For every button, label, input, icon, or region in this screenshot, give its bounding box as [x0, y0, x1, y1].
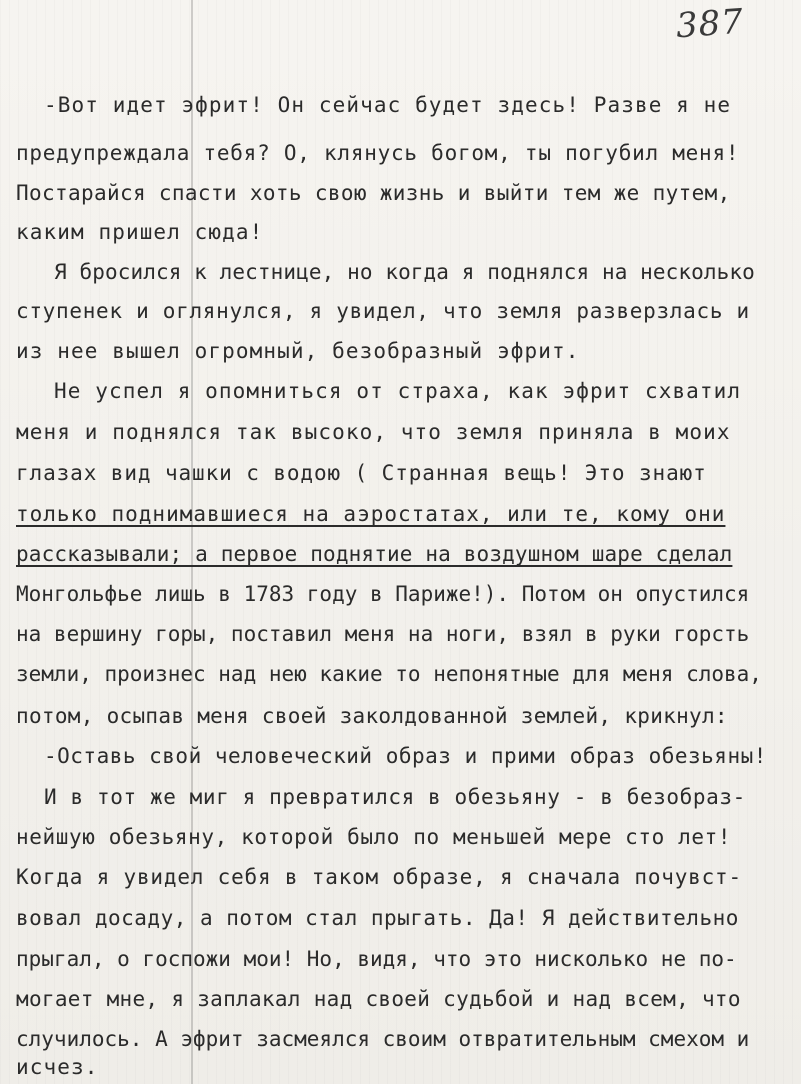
text-line: -Оставь свой человеческий образ и прими образ обезьяны! — [44, 744, 767, 768]
text-line: случилось. А эфрит засмеялся своим отвратительным смехом и — [16, 1027, 750, 1051]
text-line: потом, осыпав меня своей заколдованной землей, крикнул: — [16, 704, 728, 728]
text-line: глазах вид чашки с водою ( Странная вещь! Это знают — [16, 461, 707, 485]
text-line: нейшую обезьяну, которой было по меньшей мере сто лет! — [16, 825, 732, 849]
text-line: могает мне, я заплакал над своей судьбой и над всем, что — [16, 987, 741, 1011]
text-line: из нее вышел огромный, безобразный эфрит. — [16, 339, 580, 363]
text-line: Не успел я опомниться от страха, как эфрит схватил — [54, 379, 742, 403]
text-line: Когда я увидел себя в таком образе, я сначала почувст- — [16, 865, 742, 889]
text-line: на вершину горы, поставил меня на ноги, взял в руки горсть — [16, 622, 750, 646]
text-line: прыгал, о госпожи мои! Но, видя, что это нисколько не по- — [16, 947, 737, 971]
text-line-underlined: рассказывали; а первое поднятие на воздушном шаре сделал — [16, 542, 733, 566]
text-line: предупреждала тебя? О, клянусь богом, ты погубил меня! — [16, 141, 740, 165]
page-number: 387 — [674, 1, 746, 47]
text-line: каким пришел сюда! — [16, 220, 264, 244]
text-line: Монгольфье лишь в 1783 году в Париже!). Потом он опустился — [16, 582, 750, 606]
text-line: Постарайся спасти хоть свою жизнь и выйти тем же путем, — [16, 181, 731, 205]
text-line: меня и поднялся так высоко, что земля приняла в моих — [16, 420, 731, 444]
text-line: -Вот идет эфрит! Он сейчас будет здесь! Разве я не — [44, 93, 732, 117]
text-line: земли, произнес над нею какие то непонятные для меня слова, — [16, 662, 762, 686]
text-line-underlined: только поднимавшиеся на аэростатах, или те, кому они — [16, 502, 726, 526]
text-line: исчез. — [16, 1055, 99, 1079]
text-line: ступенек и оглянулся, я увидел, что земля разверзлась и — [16, 299, 750, 323]
text-line: вовал досаду, а потом стал прыгать. Да! Я действительно — [16, 906, 739, 930]
text-line: И в тот же миг я превратился в обезьяну - в безобраз- — [44, 785, 746, 809]
text-line: Я бросился к лестнице, но когда я поднялся на несколько — [54, 260, 755, 284]
